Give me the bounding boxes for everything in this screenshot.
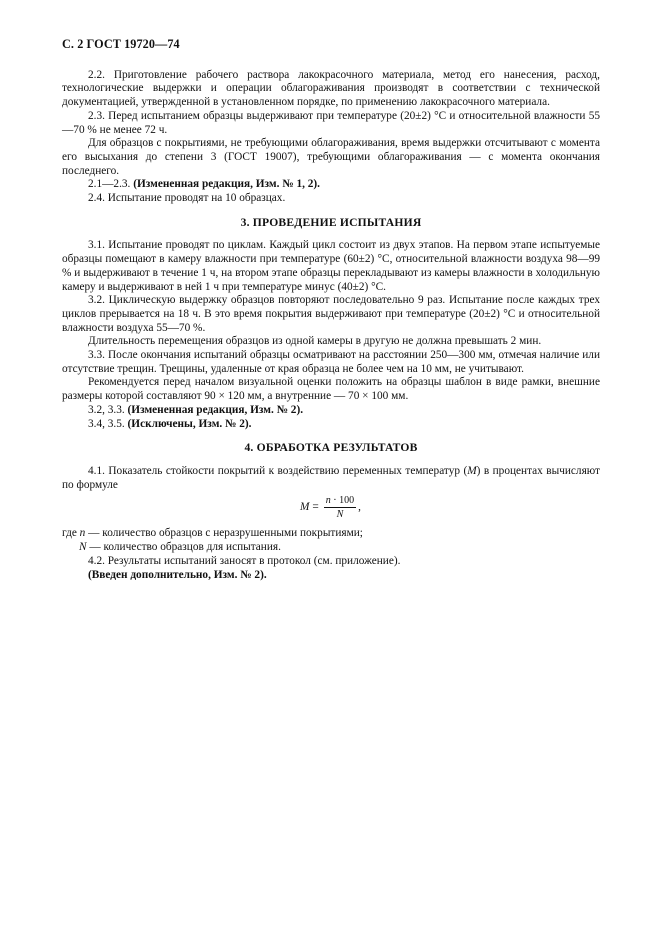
amendment-3-4-3-5	[62, 418, 600, 432]
paragraph-3-3: 3.3. После окончания испытаний образцы осматривают на расстоянии 250—300 мм, отмечая наличие или отсутствие трещин. Трещины, удаленные от края образца не более чем на 10 мм, не учитывают.	[62, 349, 600, 375]
paragraph-2-4: 2.4. Испытание проводят на 10 образцах.	[88, 192, 286, 205]
legend-var-N: N	[79, 541, 87, 554]
paragraph-3-2: 3.2. Циклическую выдержку образцов повторяют последовательно 9 раз. Испытание после каждых трех циклов прерывается на 18 ч. В это время покрытия выдерживают при температуре (20±2) °С и относительной влажности воздуха 55—70 %.	[62, 294, 600, 334]
section-3-title: 3. ПРОВЕДЕНИЕ ИСПЫТАНИЯ	[240, 215, 422, 229]
legend-text-N: — количество образцов для испытания.	[86, 541, 281, 554]
paragraph-4-1-var: М	[467, 464, 477, 477]
formula-denominator: N	[336, 509, 344, 521]
legend-line-N	[62, 541, 600, 555]
formula-numerator-rest: · 100	[330, 495, 355, 507]
paragraph-4-1-after: ) в процентах вычисляют по формуле	[62, 464, 600, 491]
paragraph-4-2: 4.2. Результаты испытаний заносят в протокол (см. приложение).	[88, 554, 401, 567]
paragraph-3-3-note: Рекомендуется перед началом визуальной оценки положить на образцы шаблон в виде рамки, внешние размеры которой составляют 90 × 120 мм, а внутренние — 70 × 100 мм.	[62, 376, 600, 403]
document-page	[62, 38, 600, 582]
paragraph-2-3-note: Для образцов с покрытиями, не требующими облагораживания, время выдержки отсчитывают с момента его высыхания до степени 3 (ГОСТ 19007), требующими облагораживания — с момента окончания последнего.	[62, 137, 600, 177]
paragraph-4-1	[62, 465, 600, 492]
formula-fraction	[324, 495, 356, 520]
section-4-title: 4. ОБРАБОТКА РЕЗУЛЬТАТОВ	[244, 441, 418, 455]
amendment-text: (Исключены, Изм. № 2).	[127, 417, 252, 430]
legend-prefix: где	[62, 527, 80, 540]
amendment-number: 3.4, 3.5.	[88, 417, 125, 430]
formula-row	[62, 495, 600, 523]
amendment-2-1-2-3	[62, 178, 600, 192]
formula-lhs: M	[300, 501, 310, 514]
legend-var-n: n	[79, 527, 86, 540]
formula-numerator-var: n	[325, 495, 331, 507]
paragraph-3-2-note: Длительность перемещения образцов из одной камеры в другую не должна превышать 2 мин.	[88, 335, 542, 348]
formula	[300, 495, 361, 520]
amendment-4-2: (Введен дополнительно, Изм. № 2).	[88, 568, 267, 581]
paragraph-4-1-before: 4.1. Показатель стойкости покрытий к воздействию переменных температур (	[88, 464, 468, 477]
formula-tail: ,	[358, 501, 361, 514]
amendment-3-2-3-3	[62, 404, 600, 418]
paragraph-2-3: 2.3. Перед испытанием образцы выдерживают при температуре (20±2) °С и относительной влажности 55—70 % не менее 72 ч.	[62, 109, 600, 136]
amendment-text: (Измененная редакция, Изм. № 1, 2).	[133, 178, 320, 191]
legend-line-n	[62, 527, 600, 541]
legend-text-n: — количество образцов с неразрушенными покрытиями;	[85, 527, 363, 540]
page-header: С. 2 ГОСТ 19720—74	[62, 37, 180, 51]
formula-equals: =	[312, 501, 319, 514]
paragraph-3-1: 3.1. Испытание проводят по циклам. Каждый цикл состоит из двух этапов. На первом этапе испытуемые образцы помещают в камеру влажности при температуре (60±2) °С, относительной влажности воздуха 98—99 % и выдерживают в течение 1 ч, на втором этапе образцы перекладывают из камеры влажности в холодильную камеру и выдерживают в ней 1 ч при температуре минус (40±2) °С.	[62, 239, 600, 293]
amendment-number: 2.1—2.3.	[88, 178, 131, 191]
formula-numerator	[324, 495, 356, 508]
amendment-text: (Измененная редакция, Изм. № 2).	[127, 403, 304, 416]
paragraph-2-2: 2.2. Приготовление рабочего раствора лакокрасочного материала, метод его нанесения, расход, технологические выдержки и операции облагораживания производят в соответствии с технической документацией, утвержденной в установленном порядке, по применению лакокрасочного материала.	[62, 68, 600, 109]
amendment-number: 3.2, 3.3.	[88, 403, 125, 416]
